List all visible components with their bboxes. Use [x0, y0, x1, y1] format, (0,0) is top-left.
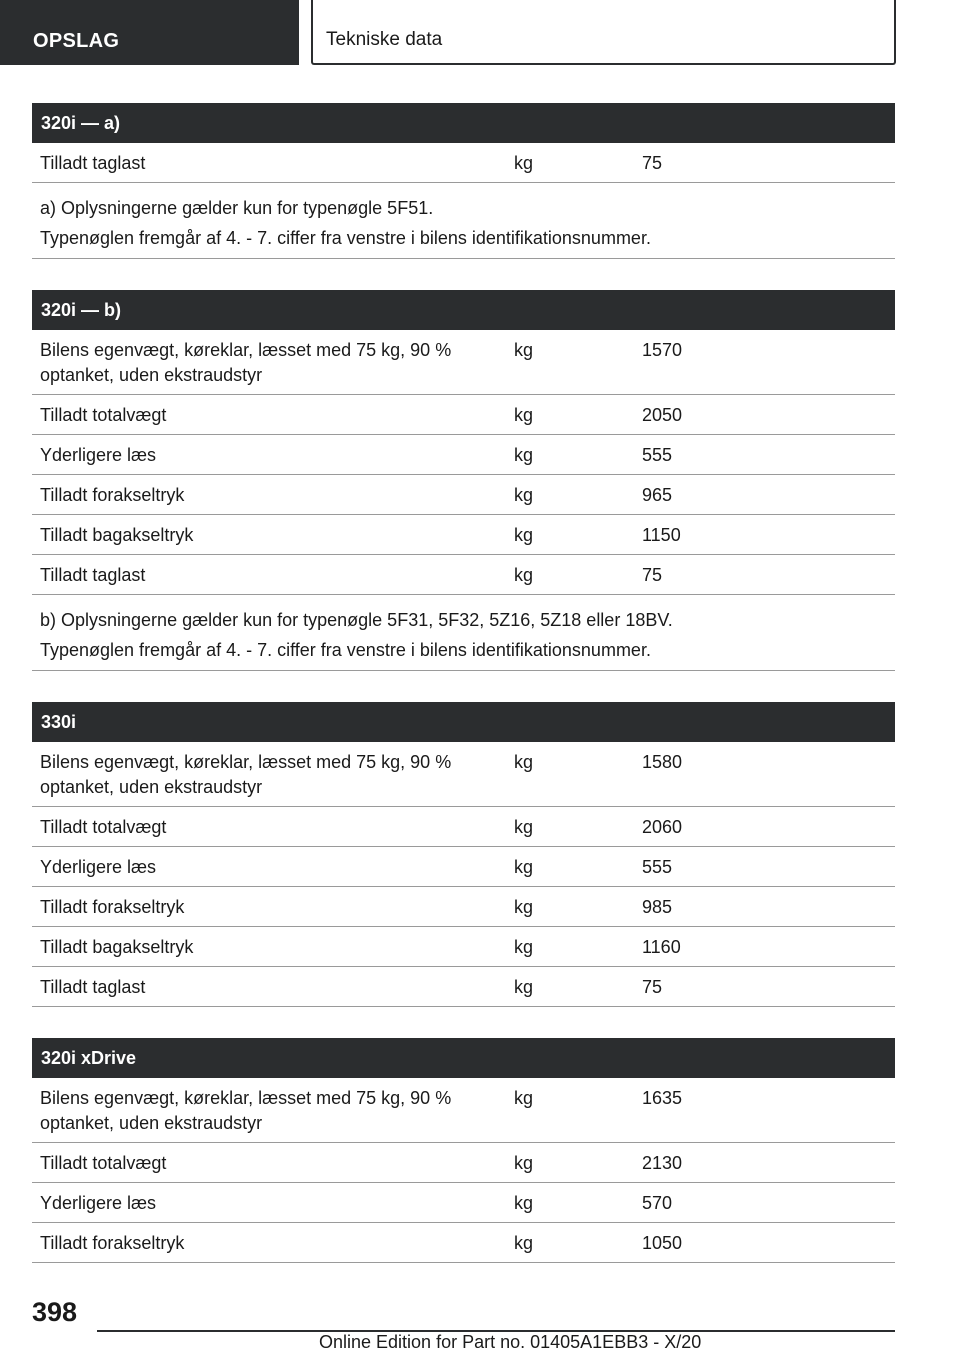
table-row	[32, 927, 895, 967]
row-label: Tilladt totalvægt	[40, 405, 167, 425]
row-unit: kg	[514, 752, 534, 772]
row-label: Tilladt totalvægt	[40, 817, 167, 837]
row-unit: kg	[514, 857, 534, 877]
row-label: Tilladt forakseltryk	[40, 897, 185, 917]
row-value: 1635	[642, 1088, 683, 1108]
row-unit: kg	[514, 485, 534, 505]
table-heading: 320i xDrive	[32, 1038, 895, 1078]
row-value: 2060	[642, 817, 683, 837]
row-label: Tilladt bagakseltryk	[40, 937, 194, 957]
table-heading: 320i — b)	[32, 290, 895, 330]
row-label: Tilladt totalvægt	[40, 1153, 167, 1173]
footnote-line: b) Oplysningerne gælder kun for typenøgle 5F31, 5F32, 5Z16, 5Z18 eller 18BV.	[40, 610, 673, 630]
footnote-line: a) Oplysningerne gælder kun for typenøgle 5F51.	[40, 198, 434, 218]
row-label: Yderligere læs	[40, 445, 157, 465]
row-unit: kg	[514, 977, 534, 997]
row-value: 75	[642, 153, 663, 173]
row-value: 1150	[642, 525, 681, 545]
row-value: 1050	[642, 1233, 683, 1253]
row-unit: kg	[514, 1088, 534, 1108]
row-unit: kg	[514, 445, 534, 465]
table-row	[32, 143, 895, 183]
table-footnote	[32, 595, 895, 671]
row-label: Tilladt taglast	[40, 977, 146, 997]
table-row	[32, 742, 895, 807]
row-value: 1580	[642, 752, 683, 772]
row-unit: kg	[514, 153, 534, 173]
row-unit: kg	[514, 565, 534, 585]
footnote-line: Typenøglen fremgår af 4. - 7. ciffer fra venstre i bilens identifikationsnummer.	[40, 228, 651, 248]
row-value: 1570	[642, 340, 683, 360]
table-row	[32, 847, 895, 887]
table-row	[32, 555, 895, 595]
row-value: 1160	[642, 937, 681, 957]
row-value: 965	[642, 485, 673, 505]
table-row	[32, 967, 895, 1007]
row-label: Bilens egenvægt, køreklar, læsset med 75 kg, 90 % optanket, uden ekstraudstyr	[40, 752, 452, 797]
row-label: Tilladt bagakseltryk	[40, 525, 194, 545]
table-row	[32, 1078, 895, 1143]
table-row	[32, 435, 895, 475]
spec-table	[32, 103, 895, 259]
row-label: Yderligere læs	[40, 1193, 157, 1213]
table-row	[32, 515, 895, 555]
row-value: 570	[642, 1193, 673, 1213]
spec-table	[32, 290, 895, 671]
page-number: 398	[32, 1297, 78, 1327]
table-row	[32, 330, 895, 395]
row-unit: kg	[514, 405, 534, 425]
row-label: Bilens egenvægt, køreklar, læsset med 75 kg, 90 % optanket, uden ekstraudstyr	[40, 340, 452, 385]
table-row	[32, 807, 895, 847]
row-unit: kg	[514, 525, 534, 545]
page-title: Tekniske data	[311, 0, 896, 65]
table-row	[32, 887, 895, 927]
table-heading: 320i — a)	[32, 103, 895, 143]
row-unit: kg	[514, 1193, 534, 1213]
row-label: Yderligere læs	[40, 857, 157, 877]
table-footnote	[32, 183, 895, 259]
section-tab: OPSLAG	[0, 0, 299, 65]
footer-edition: Online Edition for Part no. 01405A1EBB3 - X/20	[319, 1332, 702, 1352]
row-value: 2130	[642, 1153, 683, 1173]
row-value: 75	[642, 977, 663, 997]
spec-table	[32, 702, 895, 1007]
row-unit: kg	[514, 1233, 534, 1253]
row-value: 985	[642, 897, 673, 917]
table-heading: 330i	[32, 702, 895, 742]
row-value: 2050	[642, 405, 683, 425]
row-unit: kg	[514, 937, 534, 957]
footnote-line: Typenøglen fremgår af 4. - 7. ciffer fra venstre i bilens identifikationsnummer.	[40, 640, 651, 660]
table-row	[32, 1183, 895, 1223]
spec-tables	[32, 103, 895, 1294]
row-label: Tilladt forakseltryk	[40, 1233, 185, 1253]
table-row	[32, 475, 895, 515]
row-label: Tilladt taglast	[40, 153, 146, 173]
row-unit: kg	[514, 897, 534, 917]
row-unit: kg	[514, 1153, 534, 1173]
row-value: 75	[642, 565, 663, 585]
table-row	[32, 1143, 895, 1183]
spec-table	[32, 1038, 895, 1263]
row-label: Tilladt taglast	[40, 565, 146, 585]
row-unit: kg	[514, 817, 534, 837]
row-label: Bilens egenvægt, køreklar, læsset med 75 kg, 90 % optanket, uden ekstraudstyr	[40, 1088, 452, 1133]
table-row	[32, 395, 895, 435]
row-label: Tilladt forakseltryk	[40, 485, 185, 505]
row-unit: kg	[514, 340, 534, 360]
row-value: 555	[642, 857, 673, 877]
row-value: 555	[642, 445, 673, 465]
table-row	[32, 1223, 895, 1263]
